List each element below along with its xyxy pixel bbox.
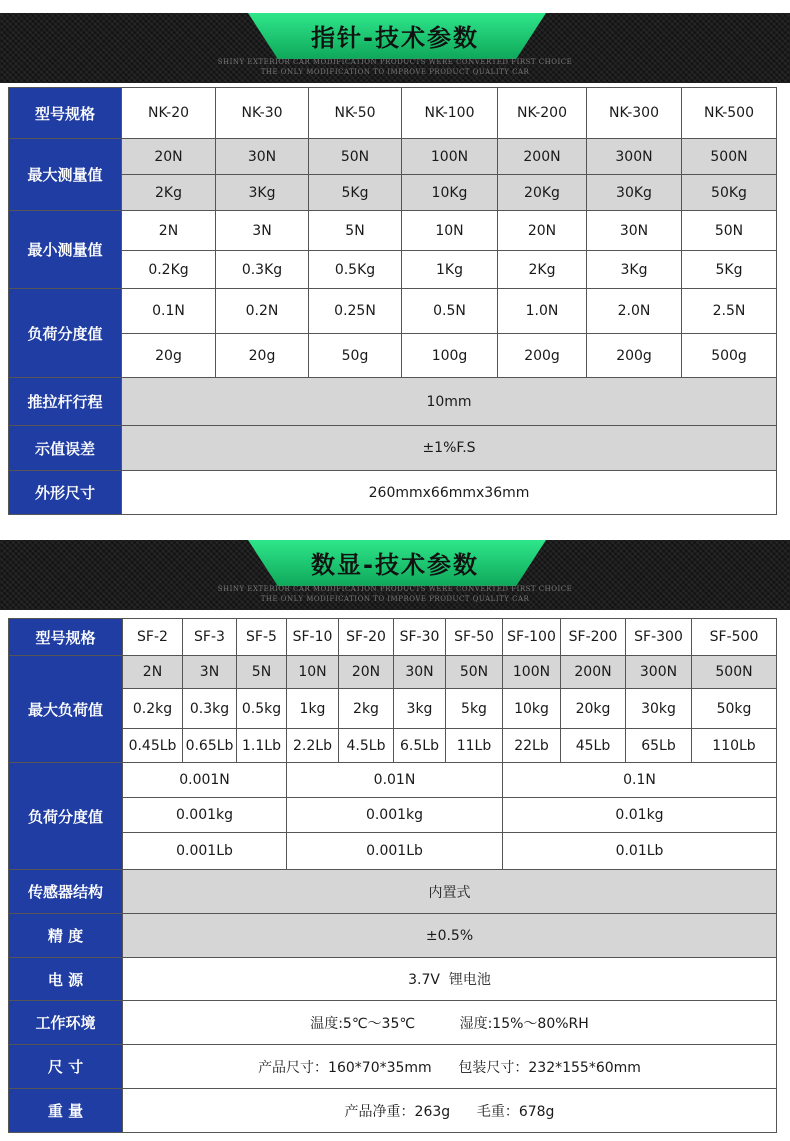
row-dimension (9, 1045, 777, 1089)
error-label: 示值误差 (9, 426, 122, 471)
min-n-cell: 10N (402, 211, 498, 251)
row-weight (9, 1089, 777, 1133)
section2-banner (0, 540, 790, 610)
max-lb-cell: 45Lb (561, 729, 626, 763)
max-n-cell: 30N (394, 656, 446, 689)
pointer-spec-table (8, 87, 777, 515)
div-kg-cell: 0.001kg (123, 798, 287, 833)
max-kg-cell: 30Kg (587, 175, 682, 211)
model-cell: SF-5 (237, 619, 287, 656)
accuracy-label: 精 度 (9, 914, 123, 958)
row-size (9, 471, 777, 515)
error-value: ±1%F.S (122, 426, 777, 471)
max-n-cell: 2N (123, 656, 183, 689)
model-cell: SF-2 (123, 619, 183, 656)
min-n-cell: 2N (122, 211, 216, 251)
max-kg-cell: 2Kg (122, 175, 216, 211)
max-n-cell: 20N (339, 656, 394, 689)
max-lb-cell: 2.2Lb (287, 729, 339, 763)
div-n-cell: 2.5N (682, 289, 777, 334)
row-max-n (9, 656, 777, 689)
dim-label: 尺 寸 (9, 1045, 123, 1089)
max-kg-cell: 3Kg (216, 175, 309, 211)
div-n-cell: 0.25N (309, 289, 402, 334)
section1-banner (0, 13, 790, 83)
model-label: 型号规格 (9, 88, 122, 139)
digital-spec-table (8, 618, 777, 1133)
model-cell: SF-3 (183, 619, 237, 656)
div-label: 负荷分度值 (9, 289, 122, 378)
size-value: 260mmx66mmx36mm (122, 471, 777, 515)
div-g-cell: 20g (122, 334, 216, 378)
div-n-cell: 0.01N (287, 763, 503, 798)
min-kg-cell: 0.3Kg (216, 251, 309, 289)
row-min-kg (9, 251, 777, 289)
div-g-cell: 500g (682, 334, 777, 378)
model-cell: SF-50 (446, 619, 503, 656)
row-power (9, 958, 777, 1001)
max-n-cell: 3N (183, 656, 237, 689)
model-cell: SF-100 (503, 619, 561, 656)
model-cell: SF-200 (561, 619, 626, 656)
div-n-cell: 0.001N (123, 763, 287, 798)
row-max-n (9, 139, 777, 175)
banner-subtitle-1: SHINY EXTERIOR CAR MODIFICATION PRODUCTS WERE CONVERTED FIRST CHOICE (217, 585, 573, 593)
max-lb-cell: 0.65Lb (183, 729, 237, 763)
max-lb-cell: 11Lb (446, 729, 503, 763)
model-cell: NK-100 (402, 88, 498, 139)
max-n-cell: 20N (122, 139, 216, 175)
model-cell: SF-20 (339, 619, 394, 656)
max-kg-cell: 2kg (339, 689, 394, 729)
banner-subtitle-2: THE ONLY MODIFICATION TO IMPROVE PRODUCT QUALITY CAR (260, 595, 530, 603)
max-kg-cell: 0.2kg (123, 689, 183, 729)
div-label: 负荷分度值 (9, 763, 123, 870)
min-kg-cell: 0.2Kg (122, 251, 216, 289)
max-kg-cell: 5Kg (309, 175, 402, 211)
max-n-cell: 100N (503, 656, 561, 689)
max-n-cell: 200N (561, 656, 626, 689)
row-div-lb (9, 833, 777, 870)
min-n-cell: 30N (587, 211, 682, 251)
dim-value: 产品尺寸：160*70*35mm 包装尺寸：232*155*60mm (123, 1045, 777, 1089)
row-max-kg (9, 175, 777, 211)
max-label: 最大负荷值 (9, 656, 123, 763)
row-model (9, 619, 777, 656)
max-n-cell: 100N (402, 139, 498, 175)
max-lb-cell: 4.5Lb (339, 729, 394, 763)
size-label: 外形尺寸 (9, 471, 122, 515)
model-cell: SF-30 (394, 619, 446, 656)
max-kg-cell: 3kg (394, 689, 446, 729)
max-n-cell: 10N (287, 656, 339, 689)
row-min-n (9, 211, 777, 251)
max-n-cell: 200N (498, 139, 587, 175)
div-n-cell: 0.1N (122, 289, 216, 334)
model-label: 型号规格 (9, 619, 123, 656)
env-label: 工作环境 (9, 1001, 123, 1045)
min-label: 最小测量值 (9, 211, 122, 289)
div-n-cell: 2.0N (587, 289, 682, 334)
sensor-value: 内置式 (123, 870, 777, 914)
stroke-value: 10mm (122, 378, 777, 426)
div-lb-cell: 0.001Lb (287, 833, 503, 870)
model-cell: NK-20 (122, 88, 216, 139)
max-lb-cell: 22Lb (503, 729, 561, 763)
row-stroke (9, 378, 777, 426)
max-n-cell: 500N (682, 139, 777, 175)
div-g-cell: 200g (587, 334, 682, 378)
env-value: 温度:5℃～35℃ 湿度:15%～80%RH (123, 1001, 777, 1045)
row-environment (9, 1001, 777, 1045)
div-g-cell: 20g (216, 334, 309, 378)
max-kg-cell: 20Kg (498, 175, 587, 211)
stroke-label: 推拉杆行程 (9, 378, 122, 426)
max-kg-cell: 0.5kg (237, 689, 287, 729)
model-cell: NK-50 (309, 88, 402, 139)
div-lb-cell: 0.01Lb (503, 833, 777, 870)
row-accuracy (9, 914, 777, 958)
min-kg-cell: 2Kg (498, 251, 587, 289)
min-kg-cell: 3Kg (587, 251, 682, 289)
min-n-cell: 5N (309, 211, 402, 251)
sensor-label: 传感器结构 (9, 870, 123, 914)
max-kg-cell: 50Kg (682, 175, 777, 211)
min-kg-cell: 5Kg (682, 251, 777, 289)
max-n-cell: 30N (216, 139, 309, 175)
max-kg-cell: 30kg (626, 689, 692, 729)
banner-subtitle-2: THE ONLY MODIFICATION TO IMPROVE PRODUCT QUALITY CAR (260, 68, 530, 76)
max-kg-cell: 10Kg (402, 175, 498, 211)
row-max-kg (9, 689, 777, 729)
model-cell: SF-300 (626, 619, 692, 656)
min-n-cell: 50N (682, 211, 777, 251)
max-n-cell: 5N (237, 656, 287, 689)
model-cell: SF-500 (692, 619, 777, 656)
div-g-cell: 200g (498, 334, 587, 378)
div-n-cell: 0.1N (503, 763, 777, 798)
max-lb-cell: 1.1Lb (237, 729, 287, 763)
model-cell: NK-500 (682, 88, 777, 139)
row-div-n (9, 289, 777, 334)
row-model (9, 88, 777, 139)
row-div-g (9, 334, 777, 378)
row-div-n (9, 763, 777, 798)
max-n-cell: 500N (692, 656, 777, 689)
max-kg-cell: 0.3kg (183, 689, 237, 729)
div-lb-cell: 0.001Lb (123, 833, 287, 870)
weight-value: 产品净重：263g 毛重：678g (123, 1089, 777, 1133)
max-n-cell: 50N (309, 139, 402, 175)
section1-title: 指针-技术参数 (311, 24, 479, 52)
row-div-kg (9, 798, 777, 833)
max-kg-cell: 10kg (503, 689, 561, 729)
row-sensor (9, 870, 777, 914)
max-n-cell: 300N (626, 656, 692, 689)
row-error (9, 426, 777, 471)
max-lb-cell: 110Lb (692, 729, 777, 763)
model-cell: NK-200 (498, 88, 587, 139)
max-kg-cell: 50kg (692, 689, 777, 729)
max-kg-cell: 5kg (446, 689, 503, 729)
model-cell: SF-10 (287, 619, 339, 656)
div-n-cell: 0.2N (216, 289, 309, 334)
max-lb-cell: 65Lb (626, 729, 692, 763)
max-label: 最大测量值 (9, 139, 122, 211)
section2-title: 数显-技术参数 (311, 551, 479, 579)
min-n-cell: 20N (498, 211, 587, 251)
max-lb-cell: 6.5Lb (394, 729, 446, 763)
power-value: 3.7V 锂电池 (123, 958, 777, 1001)
max-lb-cell: 0.45Lb (123, 729, 183, 763)
div-n-cell: 1.0N (498, 289, 587, 334)
model-cell: NK-300 (587, 88, 682, 139)
weight-label: 重 量 (9, 1089, 123, 1133)
model-cell: NK-30 (216, 88, 309, 139)
min-kg-cell: 0.5Kg (309, 251, 402, 289)
max-n-cell: 300N (587, 139, 682, 175)
min-n-cell: 3N (216, 211, 309, 251)
div-n-cell: 0.5N (402, 289, 498, 334)
div-g-cell: 50g (309, 334, 402, 378)
div-kg-cell: 0.01kg (503, 798, 777, 833)
max-kg-cell: 1kg (287, 689, 339, 729)
div-kg-cell: 0.001kg (287, 798, 503, 833)
min-kg-cell: 1Kg (402, 251, 498, 289)
max-kg-cell: 20kg (561, 689, 626, 729)
power-label: 电 源 (9, 958, 123, 1001)
row-max-lb (9, 729, 777, 763)
max-n-cell: 50N (446, 656, 503, 689)
div-g-cell: 100g (402, 334, 498, 378)
banner-subtitle-1: SHINY EXTERIOR CAR MODIFICATION PRODUCTS WERE CONVERTED FIRST CHOICE (217, 58, 573, 66)
accuracy-value: ±0.5% (123, 914, 777, 958)
